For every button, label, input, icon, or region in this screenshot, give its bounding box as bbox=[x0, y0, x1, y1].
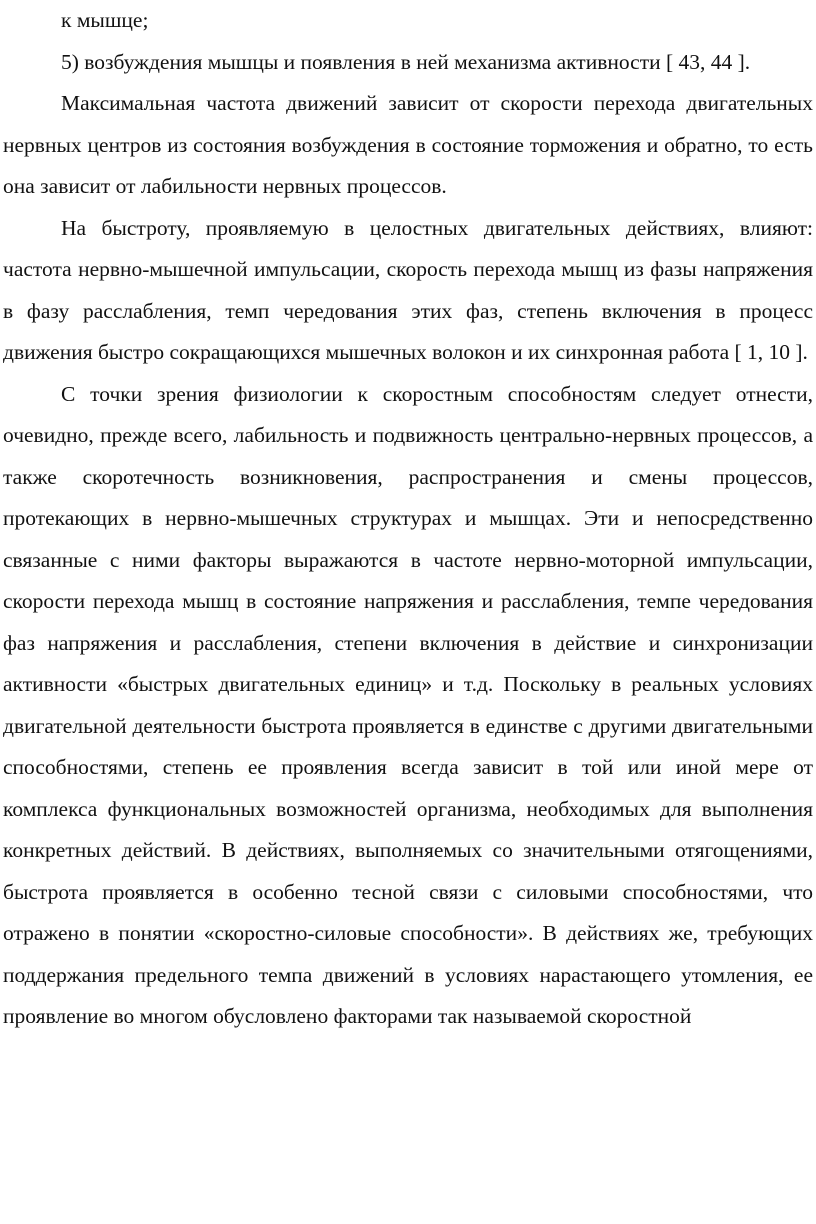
paragraph-list-item-5: 5) возбуждения мышцы и появления в ней механизма активности [ 43, 44 ]. bbox=[61, 49, 751, 74]
paragraph-continuation: к мышце; bbox=[61, 8, 149, 32]
paragraph-max-frequency: Максимальная частота движений зависит от скорости перехода двигательных нервных центров из состояния возбуждения в состояние торможения и обратно, то есть она зависит от лабильности нервных процессов. bbox=[3, 91, 813, 198]
document-body bbox=[3, 0, 813, 1038]
paragraph-physiology: С точки зрения физиологии к скоростным способностям следует отнести, очевидно, прежде всего, лабильность и подвижность центрально-нервных процессов, а также скоротечность возникновения, распространения и смены процессов, протекающих в нервно-мышечных структурах и мышцах. Эти и непосредственно связанные с ними факторы выражаются в частоте нервно-моторной импульсации, скорости перехода мышц в состояние напряжения и расслабления, темпе чередования фаз напряжения и расслабления, степени включения в действие и синхронизации активности «быстрых двигательных единиц» и т.д. Поскольку в реальных условиях двигательной деятельности быстрота проявляется в единстве с другими двигательными способностями, степень ее проявления всегда зависит в той или иной мере от комплекса функциональных возможностей организма, необходимых для выполнения конкретных действий. В действиях, выполняемых со значительными отягощениями, быстрота проявляется в особенно тесной связи с силовыми способностями, что отражено в понятии «скоростно-силовые способности». В действиях же, требующих поддержания предельного темпа движений в условиях нарастающего утомления, ее проявление во многом обусловлено факторами так называемой скоростной bbox=[3, 381, 813, 1028]
paragraph-speed-factors: На быстроту, проявляемую в целостных двигательных действиях, влияют: частота нервно-мышечной импульсации, скорость перехода мышц из фазы напряжения в фазу расслабления, темп чередования этих фаз, степень включения в процесс движения быстро сокращающихся мышечных волокон и их синхронная работа [ 1, 10 ]. bbox=[3, 215, 813, 364]
